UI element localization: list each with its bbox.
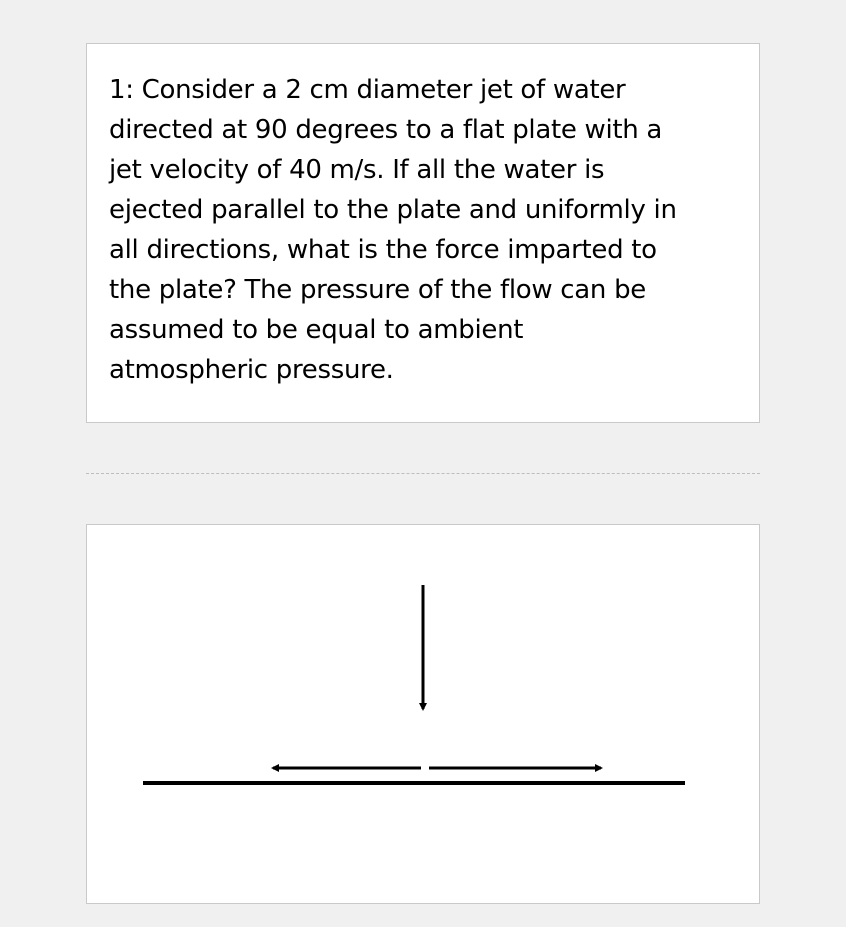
slide-diagram[interactable]: [86, 524, 760, 904]
jet-plate-diagram: [87, 525, 759, 903]
slide-divider: [86, 473, 760, 474]
question-text: 1: Consider a 2 cm diameter jet of water directed at 90 degrees to a flat plate with a jet velocity of 40 m/s. If all the water is ejected parallel to the plate and uniformly in all directions, what is the force imparted to the plate? The pressure of the flow can be assumed to be equal to ambient atmospheric pressure.: [109, 75, 677, 385]
slide-question[interactable]: [86, 43, 760, 423]
